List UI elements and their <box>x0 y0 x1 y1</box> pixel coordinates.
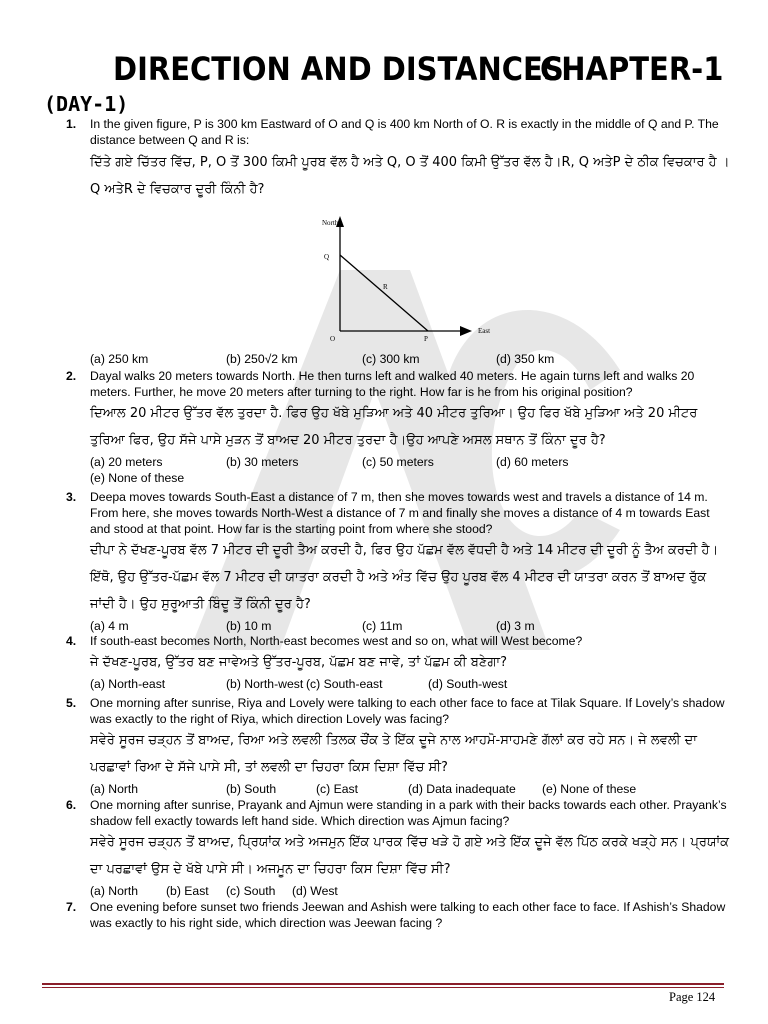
question-text-punjabi: ਦੀਪਾ ਨੇ ਦੱਖਣ-ਪੂਰਬ ਵੱਲ 7 ਮੀਟਰ ਦੀ ਦੂਰੀ ਤੈਅ ਕਰਦੀ ਹੈ, ਫਿਰ ਉਹ ਪੱਛਮ ਵੱਲ ਵੱਧਦੀ ਹੈ ਅਤੇ 14 ਮੀਟਰ ਦੀ ਦੂਰੀ ਨੂੰ ਤੈਅ ਕਰਦੀ ਹੈ। ਇੱਥੋ, ਉਹ ਉੱਤਰ-ਪੱਛਮ ਵੱਲ 7 ਮੀਟਰ ਦੀ ਯਾਤਰਾ ਕਰਦੀ ਹੈ ਅਤੇ ਅੰਤ ਵਿੱਚ ਉਹ ਪੂਰਬ ਵੱਲ 4 ਮੀਟਰ ਦੀ ਯਾਤਰਾ ਕਰਨ ਤੋਂ ਬਾਅਦ ਰੁੱਕ ਜਾਂਦੀ ਹੈ। ਉਹ ਸੁਰੂਆਤੀ ਬਿੰਦੂ ਤੋਂ ਕਿੰਨੀ ਦੂਰ ਹੈ? <box>90 543 719 612</box>
page-number: Page 124 <box>669 990 716 1004</box>
footer-rule <box>42 983 724 985</box>
question-7 <box>66 899 730 931</box>
point-p-label: P <box>424 335 428 343</box>
footer-rule-thin <box>42 987 724 988</box>
question-4 <box>66 633 730 692</box>
question-text: One morning after sunrise, Riya and Lovely were talking to each other face to face at Tilak Square. If Lovely’s shadow was exactly to the right of Riya, which direction Lovely was facing? <box>90 696 725 726</box>
option-c: (c) 11m <box>362 619 403 633</box>
question-5 <box>66 695 730 797</box>
option-d: (d) 350 km <box>496 352 555 366</box>
option-d: (d) South-west <box>428 677 508 691</box>
page-header <box>0 52 768 92</box>
option-b: (b) East <box>166 884 209 898</box>
direction-figure <box>300 213 510 353</box>
question-1 <box>66 116 730 203</box>
question-number: 1. <box>66 117 77 131</box>
option-c: (c) East <box>316 782 358 796</box>
option-c: (c) 300 km <box>362 352 420 366</box>
east-label: East <box>478 327 491 335</box>
option-c: (c) 50 meters <box>362 455 434 469</box>
question-number: 5. <box>66 696 77 710</box>
north-label: North <box>322 219 339 227</box>
option-a: (a) 4 m <box>90 619 129 633</box>
day-label: (DAY-1) <box>44 92 129 116</box>
question-number: 3. <box>66 490 77 504</box>
question-1-options <box>66 351 730 367</box>
question-number: 6. <box>66 798 77 812</box>
question-text: Deepa moves towards South-East a distance of 7 m, then she moves towards west and travels a distance of 14 m. From here, she moves towards North-West a distance of 7 m and finally she moves a distance of 4 m towards East and stood at that point. How far is the starting point from where she stood? <box>90 490 710 536</box>
question-number: 7. <box>66 900 77 914</box>
point-o-label: O <box>330 335 336 343</box>
option-b: (b) 30 meters <box>226 455 299 469</box>
question-3 <box>66 489 730 634</box>
option-d: (d) West <box>292 884 338 898</box>
question-6 <box>66 797 730 899</box>
question-text: One morning after sunrise, Prayank and Ajmun were standing in a park with their backs towards each other. Prayank’s shadow fell exactly towards left hand side. Which direction was Ajmun facing? <box>90 798 727 828</box>
option-a: (a) North-east <box>90 677 166 691</box>
option-d: (d) 60 meters <box>496 455 569 469</box>
point-q-label: Q <box>324 253 330 261</box>
question-text: Dayal walks 20 meters towards North. He then turns left and walked 40 meters. He again turns left and walks 20 meters. Further, he move 20 meters after turning to the right. How far is he from his original position? <box>90 369 695 399</box>
option-b: (b) North-west <box>226 677 304 691</box>
question-text: If south-east becomes North, North-east becomes west and so on, what will West become? <box>90 634 583 648</box>
point-r-label: R <box>383 283 388 291</box>
option-a: (a) 250 km <box>90 352 149 366</box>
option-a: (a) 20 meters <box>90 455 163 469</box>
question-2 <box>66 368 730 486</box>
option-b: (b) 10 m <box>226 619 272 633</box>
option-a: (a) North <box>90 884 139 898</box>
option-d: (d) Data inadequate <box>408 782 516 796</box>
option-c: (c) South-east <box>306 677 383 691</box>
question-text: In the given figure, P is 300 km Eastward of O and Q is 400 km North of O. R is exactly in the middle of Q and P. The distance between Q and R is: <box>90 117 719 147</box>
option-e: (e) None of these <box>90 471 185 485</box>
question-text-punjabi: ਜੇ ਦੱਖਣ-ਪੂਰਬ, ਉੱਤਰ ਬਣ ਜਾਵੇਅਤੇ ਉੱਤਰ-ਪੂਰਬ, ਪੱਛਮ ਬਣ ਜਾਵੇ, ਤਾਂ ਪੱਛਮ ਕੀ ਬਣੇਗਾ? <box>90 655 508 670</box>
page-title: DIRECTION AND DISTANCES <box>113 50 564 88</box>
question-text-punjabi: ਦਿੱਤੇ ਗਏ ਚਿੱਤਰ ਵਿੱਚ, P, O ਤੋਂ 300 ਕਿਮੀ ਪੂਰਬ ਵੱਲ ਹੈ ਅਤੇ Q, O ਤੋਂ 400 ਕਿਮੀ ਉੱਤਰ ਵੱਲ ਹੈ।R, Q ਅਤੇP ਦੇ ਠੀਕ ਵਿਚਕਾਰ ਹੈ ।Q ਅਤੇR ਦੇ ਵਿਚਕਾਰ ਦੂਰੀ ਕਿੰਨੀ ਹੈ? <box>90 155 730 197</box>
option-e: (e) None of these <box>542 782 637 796</box>
option-b: (b) 250√2 km <box>226 352 298 366</box>
option-d: (d) 3 m <box>496 619 535 633</box>
question-number: 4. <box>66 634 77 648</box>
question-text: One evening before sunset two friends Jeewan and Ashish were talking to each other face to face. If Ashish’s Shadow was exactly to his right side, which direction was Jeewan facing ? <box>90 900 726 930</box>
option-b: (b) South <box>226 782 277 796</box>
option-c: (c) South <box>226 884 276 898</box>
question-text-punjabi: ਸਵੇਰੇ ਸੂਰਜ ਚੜ੍ਹਨ ਤੋਂ ਬਾਅਦ, ਪ੍ਰਿਯਾਂਕ ਅਤੇ ਅਜਮੁਨ ਇੱਕ ਪਾਰਕ ਵਿੱਚ ਖੜੇ ਹੋ ਗਏ ਅਤੇ ਇੱਕ ਦੂਜੇ ਵੱਲ ਪਿੱਠ ਕਰਕੇ ਖੜ੍ਹੇ ਸਨ। ਪ੍ਰਯਾਂਕ ਦਾ ਪਰਛਾਵਾਂ ਉਸ ਦੇ ਖੱਬੇ ਪਾਸੇ ਸੀ। ਅਜਮੂਨ ਦਾ ਚਿਹਰਾ ਕਿਸ ਦਿਸ਼ਾ ਵਿੱਚ ਸੀ? <box>90 835 730 877</box>
question-number: 2. <box>66 369 77 383</box>
question-text-punjabi: ਸਵੇਰੇ ਸੂਰਜ ਚੜ੍ਹਨ ਤੋਂ ਬਾਅਦ, ਰਿਆ ਅਤੇ ਲਵਲੀ ਤਿਲਕ ਚੌਂਕ ਤੇ ਇੱਕ ਦੂਜੇ ਨਾਲ ਆਹਮੋ-ਸਾਹਮਣੇ ਗੱਲਾਂ ਕਰ ਰਹੇ ਸਨ। ਜੇ ਲਵਲੀ ਦਾ ਪਰਛਾਵਾਂ ਰਿਆ ਦੇ ਸੱਜੇ ਪਾਸੇ ਸੀ, ਤਾਂ ਲਵਲੀ ਦਾ ਚਿਹਰਾ ਕਿਸ ਦਿਸ਼ਾ ਵਿੱਚ ਸੀ? <box>90 733 697 775</box>
option-a: (a) North <box>90 782 139 796</box>
chapter-label: CHAPTER-1 <box>540 50 724 88</box>
question-text-punjabi: ਦਿਆਲ 20 ਮੀਟਰ ਉੱਤਰ ਵੱਲ ਤੁਰਦਾ ਹੈ. ਫਿਰ ਉਹ ਖੱਬੇ ਮੁੜਿਆ ਅਤੇ 40 ਮੀਟਰ ਤੁਰਿਆ। ਉਹ ਫਿਰ ਖੱਬੇ ਮੁੜਿਆ ਅਤੇ 20 ਮੀਟਰ ਤੁਰਿਆ ਫਿਰ, ਉਹ ਸੱਜੇ ਪਾਸੇ ਮੁੜਨ ਤੋਂ ਬਾਅਦ 20 ਮੀਟਰ ਤੁਰਦਾ ਹੈ।ਉਹ ਆਪਣੇ ਅਸਲ ਸਥਾਨ ਤੋਂ ਕਿੰਨਾ ਦੂਰ ਹੈ? <box>90 406 698 448</box>
